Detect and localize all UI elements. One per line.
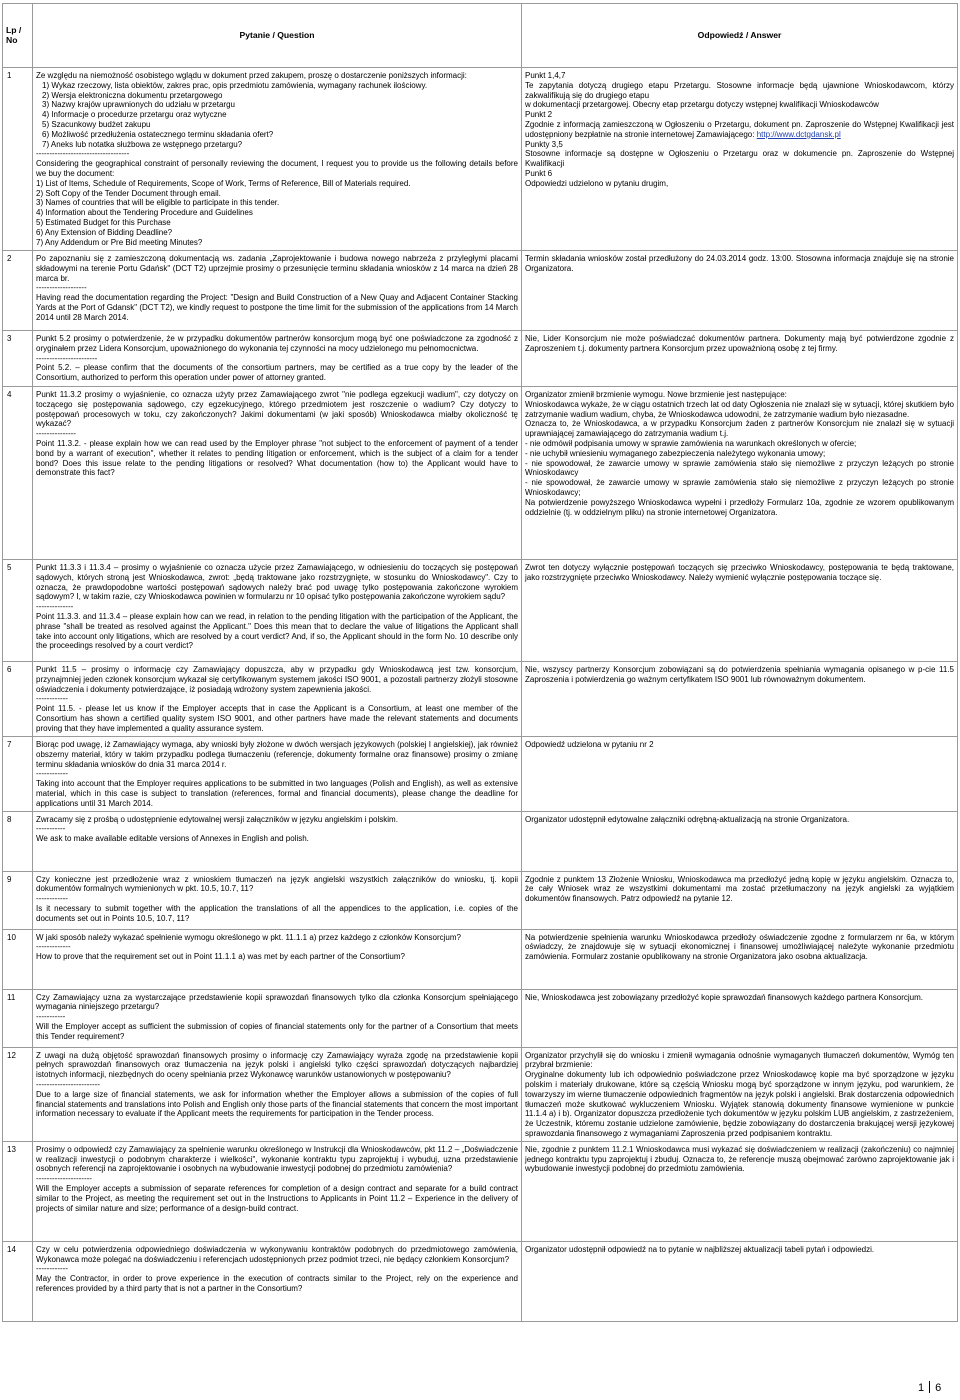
- question-cell: [33, 1047, 522, 1141]
- question-line: -------------------: [36, 283, 87, 293]
- answer-text: Punkt 6: [525, 168, 553, 178]
- table-row: [3, 662, 958, 737]
- question-line: Will the Employer accepts a submission of separate references for completion of a design contract and separate for a build contract similar to the Project, as meeting the requirement set out in the Instructions to Applicants in Point 11.2 – Experience in the delivery of projects of similar nature and size; performance of a design-build contract.: [36, 1183, 518, 1213]
- table-row: [3, 68, 958, 251]
- question-line: Z uwagi na dużą objętość sprawozdań finansowych prosimy o informację czy Zamawiający wyraża zgodę na przedstawienie kopii pełnych sprawozdań finansowych oraz tłumaczenia na język polski i angielski tylko części sprawozdań dotyczących najbardziej istotnych informacji, niezbędnych do oceny spełniania przez Wykonawcę warunków ustanowionych w postępowaniu?: [36, 1050, 518, 1080]
- row-number: 7: [3, 737, 33, 812]
- answer-line: [525, 140, 954, 150]
- answer-line: [525, 933, 954, 962]
- question-line: Punkt 11.3.3 i 11.3.4 – prosimy o wyjaśnienie co oznacza użycie przez Zamawiającego, w odniesieniu do toczących się postępowań sądowych, których stroną jest Wnioskodawca, zwrot: „będą traktowane jako rozstrzygnięte, w stosunku do Wnioskodawcy". Czy to oznacza, że prawdopodobne wartości postępowań sądowych należy brać pod uwagę tylko postępowania zakończone wyrokiem sądowym? I, w takim razie, czy Wnioskodawca powinien w formularzu nr 10 opisać tylko postępowania zakończone wyrokiem sądu?: [36, 563, 518, 602]
- answer-line: [525, 740, 954, 750]
- answer-text: - nie spowodował, że zawarcie umowy w sprawie zamówienia stało się niemożliwe z przyczyn leżących po stronie Wnioskodawcy: [525, 458, 954, 478]
- page-number: [918, 1381, 941, 1394]
- answer-line: [525, 110, 954, 120]
- question-line: Punkt 5.2 prosimy o potwierdzenie, że w przypadku dokumentów partnerów konsorcjum mogą być one poświadczone za zgodność z oryginałem przez Lidera Konsorcjum, upoważnionego do wykonania tej czynności na mocy udzielonego mu pełnomocnictwa.: [36, 334, 518, 353]
- header-answer: Odpowiedź / Answer: [522, 4, 958, 68]
- question-line: 1) Wykaz rzeczowy, lista obiektów, zakres prac, opis przedmiotu zamówienia, wymagany rachunek ilościowy.: [42, 80, 428, 90]
- question-line: 6) Any Extension of Bidding Deadline?: [36, 227, 173, 237]
- answer-text: Zwrot ten dotyczy wyłącznie postępowań toczących się przeciwko Wnioskodawcy, postępowania te będą traktowane, jako rozstrzygnięte przeciwko Wnioskodawcy. Należy wymienić wyłącznie postępowania toczące się.: [525, 563, 954, 582]
- question-line: Czy w celu potwierdzenia odpowiedniego doświadczenia w wykonywaniu kontraktów podobnych do przedmiotowego zamówienia, Wykonawca może polegać na doświadczeniu i referencjach udostępnionych przez podmiot trzeci, nie będący członkiem Konsorcjum?: [36, 1244, 518, 1264]
- question-line: 7) Any Addendum or Pre Bid meeting Minutes?: [36, 237, 203, 247]
- row-number: 6: [3, 662, 33, 737]
- row-number: 4: [3, 387, 33, 560]
- answer-line: [525, 390, 954, 400]
- answer-line: [525, 254, 954, 274]
- answer-text: Nie, Wnioskodawca jest zobowiązany przedłożyć kopie sprawozdań finansowych każdego partnera Konsorcjum.: [525, 992, 923, 1002]
- table-row: [3, 871, 958, 929]
- table-row: [3, 1241, 958, 1321]
- question-cell: [33, 737, 522, 812]
- answer-line: [525, 1245, 954, 1255]
- question-cell: [33, 331, 522, 387]
- question-cell: [33, 1241, 522, 1321]
- answer-line: [525, 100, 954, 110]
- answer-cell: [522, 387, 958, 560]
- answer-text: Zgodnie z informacją zamieszczoną w Ogłoszeniu o Przetargu, dokument pn. Zaproszenie do Wstępnej Kwalifikacji jest udostępniony bezpłatnie na stronie internetowej Zamawiającego:: [525, 119, 954, 139]
- table-row: [3, 989, 958, 1047]
- question-line: -----------: [36, 1012, 66, 1022]
- page-separator: [929, 1381, 930, 1393]
- question-line: -----------: [36, 824, 66, 834]
- question-line: 2) Wersja elektroniczna dokumentu przetargowego: [42, 90, 223, 100]
- question-line: Taking into account that the Employer requires applications to be submitted in two languages (Polish and English), as well as extensive material, which in this case is subject to translation (references, formal and financial documents), please change the deadline for applications until 31 March 2014.: [36, 779, 518, 808]
- question-cell: [33, 1141, 522, 1241]
- answer-cell: [522, 251, 958, 331]
- answer-line: [525, 993, 954, 1003]
- row-number: 13: [3, 1141, 33, 1241]
- row-number: 3: [3, 331, 33, 387]
- answer-cell: [522, 1047, 958, 1141]
- question-line: 4) Information about the Tendering Procedure and Guidelines: [36, 208, 253, 218]
- answer-cell: [522, 1141, 958, 1241]
- answer-cell: [522, 560, 958, 662]
- row-number: 11: [3, 989, 33, 1047]
- question-line: Point 11.3.3. and 11.3.4 – please explain how can we read, in relation to the pending litigation with the participation of the Applicant, the phrase "shall be treated as resolved against the Applicant." Does this mean that to declare the value of litigations the Applicant shall take into account only litigations, which are resolved by a court verdict? And, if so, the Applicant should in the form No. 10 describe only the proceedings resolved by a court verdict?: [36, 611, 518, 651]
- row-number: 9: [3, 871, 33, 929]
- row-number: 5: [3, 560, 33, 662]
- question-line: ---------------: [36, 429, 76, 439]
- question-line: Will the Employer accept as sufficient the submission of copies of financial statements only for the partner of a Consortium that meets this Tender requirement?: [36, 1021, 518, 1041]
- question-line: 3) Nazwy krajów uprawnionych do udziału w przetargu: [42, 100, 235, 110]
- question-line: Zwracamy się z prośbą o udostępnienie edytowalnej wersji załączników w języku angielskim i polskim.: [36, 814, 398, 824]
- answer-line: [525, 875, 954, 904]
- table-row: [3, 331, 958, 387]
- question-cell: [33, 387, 522, 560]
- answer-line: [525, 459, 954, 479]
- table-row: [3, 1047, 958, 1141]
- answer-cell: [522, 737, 958, 812]
- answer-line: [525, 563, 954, 583]
- question-line: Is it necessary to submit together with the application the translations of all the appendices to the application, i.e. copies of the documents set out in Points 10.5, 10.7, 11?: [36, 903, 518, 923]
- question-line: Czy konieczne jest przedłożenie wraz z wnioskiem tłumaczeń na język angielski wszystkich załączników do wniosku, tj. kopii dokumentów formalnych wymienionych w pkt. 10.5, 10.7, 11?: [36, 874, 518, 894]
- question-line: W jaki sposób należy wykazać spełnienie wymogu określonego w pkt. 11.1.1 a) przez każdego z członków Konsorcjum?: [36, 932, 461, 942]
- answer-cell: [522, 871, 958, 929]
- answer-text: Oryginalne dokumenty lub ich odpowiednio poświadczone przez Wnioskodawcę kopie ma być sporządzone w języku polskim i materiały drukowane, które są częścią Wniosku mogą być sporządzone w innym języku, pod warunkiem, że towarzyszy im wierne tłumaczenie odpowiednich fragmentów na język polski i angielski. Brak dostarczenia odpowiednich tłumaczeń może skutkować wykluczeniem Wniosku. Wyjątek stanowią dokumenty finansowe wymienione w punkcie 11.1.4 a) i b). Organizator dopuszcza przedłożenie tych dokumentów w języku polskim LUB angielskim, z zastrzeżeniem, że Uczestnik, któremu zostanie udzielone zamówienie, będzie zobowiązany do dostarczenia brakującej wersji językowej sprawozdania finansowego z wymaganiami Zaproszenia przed podpisaniem kontraktu.: [525, 1070, 954, 1138]
- answer-cell: [522, 68, 958, 251]
- table-row: [3, 387, 958, 560]
- question-line: May the Contractor, in order to prove experience in the execution of contracts similar to the Project, rely on the experience and references provided by a third party that is not a partner in the Consortium?: [36, 1274, 518, 1293]
- question-line: Having read the documentation regarding the Project: "Design and Build Construction of a New Quay and Adjacent Container Stacking Yards at the Port of Gdansk" (DCT T2), we kindly request to postpone the time limit for the submission of the applications from 14 March 2014 until 28 March 2014.: [36, 293, 518, 322]
- table-row: [3, 251, 958, 331]
- answer-text: Odpowiedź udzielona w pytaniu nr 2: [525, 740, 654, 749]
- question-line: 4) Informacje o procedurze przetargu oraz wytyczne: [42, 110, 227, 120]
- answer-cell: [522, 989, 958, 1047]
- answer-text: Te zapytania dotyczą drugiego etapu Przetargu. Stosowne informacje będą ujawnione Wnioskodawcom, którzy zakwalifikują się do drugiego etapu: [525, 80, 954, 100]
- question-cell: [33, 871, 522, 929]
- answer-cell: [522, 662, 958, 737]
- header-lp: Lp / No: [3, 4, 33, 68]
- table-row: [3, 811, 958, 871]
- question-line: Point 11.3.2. - please explain how we can read used by the Employer phrase "not subject to the enforcement of payment of a tender bond by a warrant of execution", whether it relates to pending litigation or enforcement, which is the subject of a claim for a tender bond? Does this issue relate to the pending litigations or resolved? What documentation (how to) the Applicant would have to demonstrate this fact?: [36, 438, 518, 478]
- question-line: Due to a large size of financial statements, we ask for information whether the Employer allows a submission of the copies of full financial statements and translations into Polish and English only those parts of the financial statements that concern the most important information necessary to evaluate if the Applicant meets the requirements for participation in the Tender process.: [36, 1089, 518, 1119]
- answer-line: [525, 1051, 954, 1071]
- question-cell: [33, 560, 522, 662]
- question-line: Point 11.5. - please let us know if the Employer accepts that in case the Applicant is a Consortium, at least one member of the Consortium has shown a certified quality system ISO 9001, and other partners have made the relevant statements and documents proving that they have implemented a quality assurance system.: [36, 704, 518, 733]
- answer-line: [525, 439, 954, 449]
- answer-text: w dokumentacji przetargowej. Obecny etap przetargu dotyczy wstępnej kwalifikacji Wnioskodawców: [525, 100, 879, 110]
- answer-text: - nie uchybił wniesieniu wymaganego zabezpieczenia należytego wykonania umowy;: [525, 448, 826, 458]
- question-cell: [33, 811, 522, 871]
- answer-text: Punkty 3,5: [525, 139, 563, 149]
- answer-line: [525, 1070, 954, 1139]
- question-line: Punkt 11.5 – prosimy o informację czy Zamawiający dopuszcza, aby w przypadku gdy Wnioskodawcą jest tzw. konsorcjum, przynajmniej jeden członek konsorcjum wykazał się certyfikowanym systemem jakości ISO 9001, a pozostali partnerzy złożyli stosowne oświadczenia i dokumenty potwierdzające, iż posiadają wdrożony system zapewnienia jakości.: [36, 665, 518, 694]
- question-line: Ze względu na niemożność osobistego wglądu w dokument przed zakupem, proszę o dostarczenie poniższych informacji:: [36, 71, 467, 80]
- answer-text: Wnioskodawca wykaże, że w ciągu ostatnich trzech lat od daty Ogłoszenia nie znalazł się w sytuacji, której skutkiem było zatrzymanie wadium wadium, chyba, że Wnioskodawca udowodni, że zatrzymanie wadium było niezasadne.: [525, 399, 954, 419]
- answer-line: [525, 400, 954, 420]
- question-line: -----------------------------------: [36, 149, 130, 159]
- question-cell: [33, 68, 522, 251]
- answer-cell: [522, 929, 958, 989]
- answer-line: [525, 179, 954, 189]
- answer-text: Odpowiedzi udzielono w pytaniu drugim,: [525, 178, 669, 188]
- answer-text: Na potwierdzenie powyższego Wnioskodawca wypełni i przedłoży Formularz 10a, zgodnie ze wzorem opublikowanym oddzielnie (tj. w oddzielnym pliku) na stronie internetowej Organizatora.: [525, 497, 954, 517]
- answer-line: [525, 498, 954, 518]
- question-line: Punkt 11.3.2 prosimy o wyjaśnienie, co oznacza użyty przez Zamawiającego zwrot "nie podlega egzekucji wadium", czy dotyczy on toczącego się postępowania sądowego, czy egzekucyjnego, którego przedmiotem jest roszczenie o wadium? Czy dotyczy to postępowań procesowych w toku, czy zakończonych? Jakimi dokumentami (w jaki sposób) Wnioskodawca miałby okoliczność tę wykazać?: [36, 390, 518, 429]
- question-line: How to prove that the requirement set out in Point 11.1.1 a) was met by each partner of the Consortium?: [36, 952, 405, 962]
- website-link[interactable]: http://www.dctgdansk.pl: [756, 129, 841, 139]
- question-line: -------------: [36, 942, 71, 952]
- answer-line: [525, 149, 954, 169]
- question-cell: [33, 251, 522, 331]
- answer-line: [525, 334, 954, 354]
- answer-text: Na potwierdzenie spełnienia warunku Wnioskodawca przedłoży oświadczenie zgodne z formularzem nr 6a, w którym oświadczy, że znajdowuje się w sytuacji ekonomicznej i finansowej umożliwiającej należyte wykonanie przedmiotu zamówienia. Formularz zostanie opublikowany na stronie Organizatora jako osobna aktualizacja.: [525, 932, 954, 962]
- answer-text: Nie, Lider Konsorcjum nie może poświadczać dokumentów partnera. Dokumenty mają być potwierdzone zgodnie z Zaproszeniem t.j. dokumenty partnera Konsorcjum przez upoważnioną osobę z tej firmy.: [525, 334, 954, 353]
- table-row: [3, 737, 958, 812]
- question-line: --------------: [36, 602, 74, 612]
- answer-line: [525, 71, 954, 81]
- question-line: 7) Aneks lub notatka służbowa ze wstępnego przetargu?: [42, 139, 243, 149]
- question-cell: [33, 929, 522, 989]
- question-line: 6) Możliwość przedłużenia ostatecznego terminu składania ofert?: [42, 129, 274, 139]
- answer-cell: [522, 331, 958, 387]
- answer-line: [525, 478, 954, 498]
- answer-text: Organizator przychylił się do wniosku i zmienił wymagania odnośnie wymaganych tłumaczeń dokumentów, Wymóg ten przybrał brzmienie:: [525, 1050, 954, 1070]
- question-line: 2) Soft Copy of the Tender Document through email.: [36, 188, 221, 198]
- question-line: ------------: [36, 1264, 68, 1274]
- answer-text: Oznacza to, że Wnioskodawca, a w przypadku Konsorcjum żaden z partnerów Konsorcjum nie znalazł się w sytuacji uprawniającej zamawiającego do zatrzymania wadium t.j.: [525, 419, 954, 439]
- total-pages: 6: [935, 1382, 942, 1394]
- question-line: ---------------------: [36, 1174, 92, 1184]
- current-page: 1: [918, 1382, 925, 1394]
- question-line: 3) Names of countries that will be eligible to participate in this tender.: [36, 198, 280, 208]
- answer-text: Organizator udostępnił edytowalne załączniki odrębną-aktualizacją na stronie Organizatora.: [525, 814, 850, 824]
- answer-text: Zgodnie z punktem 13 Złożenie Wniosku, Wnioskodawca ma przedłożyć jedną kopię w języku angielskim. Oznacza to, że cały Wniosek wraz ze wszystkimi dokumentami ma zostać przetłumaczony na język angielski za wyjątkiem dokumentów finansowych. Patrz odpowiedź na pytanie 12.: [525, 874, 954, 904]
- question-line: Point 5.2. – please confirm that the documents of the consortium partners, may be certified as a true copy by the leader of the Consortium, authorized to perform this operation under power of attorney granted.: [36, 363, 518, 383]
- question-line: ------------: [36, 694, 68, 704]
- question-line: We ask to make available editable versions of Annexes in English and polish.: [36, 834, 309, 844]
- answer-cell: [522, 1241, 958, 1321]
- answer-line: [525, 169, 954, 179]
- answer-text: Organizator zmienił brzmienie wymogu. Nowe brzmienie jest następujące:: [525, 390, 787, 399]
- question-line: 1) List of Items, Schedule of Requirements, Scope of Work, Terms of Reference, Bill of Materials required.: [36, 178, 411, 188]
- question-line: Biorąc pod uwagę, iż Zamawiający wymaga, aby wnioski były złożone w dwóch wersjach językowych (polskiej I angielskiej), jak również obszerny materiał, który w takim przypadku podlega tłumaczeniu (referencje, dokumenty formalne oraz finansowe) prosimy o zmianę terminu składania wniosków do dnia 31 marca 2014 r.: [36, 740, 518, 769]
- question-line: ------------------------: [36, 1079, 100, 1089]
- answer-text: Punkt 1,4,7: [525, 71, 566, 80]
- qa-table: [2, 3, 958, 1322]
- question-line: Considering the geographical constraint of personally reviewing the document, I request you to provide us the following details before we buy the document:: [36, 159, 518, 178]
- answer-cell: [522, 811, 958, 871]
- row-number: 1: [3, 68, 33, 251]
- table-row: [3, 560, 958, 662]
- question-line: Po zapoznaniu się z zamieszczoną dokumentacją ws. zadania „Zaprojektowanie i budowa nowego nabrzeża z przyległymi placami składowymi na terenie Portu Gdańsk" (DCT T2) uprzejmie prosimy o przesunięcie terminu składania wniosków z 14 marca na dzień 28 marca br.: [36, 254, 518, 283]
- answer-text: Organizator udostępnił odpowiedź na to pytanie w najbliższej aktualizacji tabeli pytań i odpowiedzi.: [525, 1244, 875, 1254]
- answer-line: [525, 81, 954, 101]
- answer-line: [525, 419, 954, 439]
- row-number: 12: [3, 1047, 33, 1141]
- row-number: 14: [3, 1241, 33, 1321]
- question-cell: [33, 662, 522, 737]
- table-row: [3, 1141, 958, 1241]
- question-line: ------------: [36, 894, 68, 904]
- question-line: ------------: [36, 769, 68, 779]
- question-line: Prosimy o odpowiedź czy Zamawiający za spełnienie warunku określonego w Instrukcji dla Wnioskodawców, pkt 11.2 – „Doświadczenie w realizacji inwestycji o podobnym charakterze i wielkości", wykonanie kontraktu typu zaprojektuj i wybuduj, uzna przedstawienie osobnych referencji na zaprojektowanie i osobnych na wybudowanie inwestycji podobnej do przedmiotu zamówienia?: [36, 1144, 518, 1174]
- answer-line: [525, 120, 954, 140]
- table-row: [3, 929, 958, 989]
- answer-line: [525, 449, 954, 459]
- row-number: 2: [3, 251, 33, 331]
- question-line: Czy Zamawiający uzna za wystarczające przedstawienie kopii sprawozdań finansowych tylko dla członka Konsorcjum spełniającego wymagania niniejszego przetargu?: [36, 992, 518, 1012]
- question-cell: [33, 989, 522, 1047]
- answer-line: [525, 1145, 954, 1174]
- answer-text: Nie, zgodnie z punktem 11.2.1 Wnioskodawca musi wykazać się doświadczeniem w realizacji (zakończeniu) co najmniej jednego kontraktu typu zaprojektuj i zbuduj. Oznacza to, że referencje muszą obejmować zarówno zaprojektowanie jak i wybudowanie inwestycji podobnej do przedmiotu zamówienia.: [525, 1144, 954, 1174]
- row-number: 10: [3, 929, 33, 989]
- answer-line: [525, 815, 954, 825]
- answer-text: Stosowne informacje są dostępne w Ogłoszeniu o Przetargu oraz w dokumencie pn. Zaproszenie do Wstępnej Kwalifikacji: [525, 149, 954, 169]
- question-line: 5) Estimated Budget for this Purchase: [36, 217, 171, 227]
- question-line: 5) Szacunkowy budżet zakupu: [42, 119, 151, 129]
- row-number: 8: [3, 811, 33, 871]
- header-question: Pytanie / Question: [33, 4, 522, 68]
- question-line: -----------------------: [36, 353, 98, 363]
- answer-line: [525, 665, 954, 685]
- answer-text: - nie odmówił podpisania umowy w sprawie zamówienia na warunkach określonych w ofercie;: [525, 438, 857, 448]
- answer-text: Punkt 2: [525, 110, 553, 120]
- answer-text: - nie spowodował, że zawarcie umowy w sprawie zamówienia stało się niemożliwe z przyczyn leżących po stronie Wnioskodawcy;: [525, 478, 954, 497]
- answer-text: Nie, wszyscy partnerzy Konsorcjum zobowiązani są do potwierdzenia spełniania wymagania opisanego w p-cie 11.5 Zaproszenia i potwierdzenia go ważnym certyfikatem ISO 9001 lub równoważnym dokumentem.: [525, 665, 954, 684]
- answer-text: Termin składania wniosków został przedłużony do 24.03.2014 godz. 13:00. Stosowna informacja znajduje się na stronie Organizatora.: [525, 254, 954, 273]
